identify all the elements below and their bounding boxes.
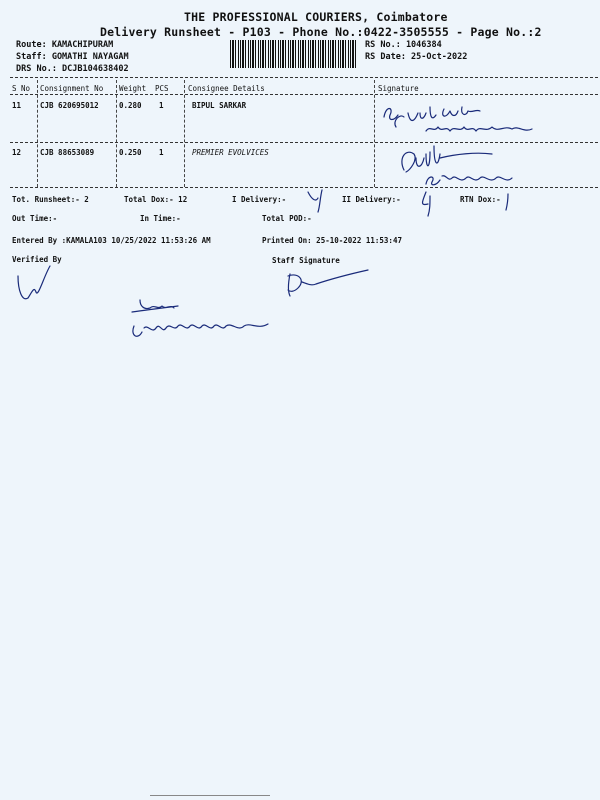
rs-date: RS Date: 25-Oct-2022 bbox=[365, 52, 468, 62]
handwritten-mark bbox=[418, 190, 438, 218]
total-dox: Total Dox:- 12 bbox=[124, 195, 188, 204]
total-runsheet: Tot. Runsheet:- 2 bbox=[12, 195, 89, 204]
col-sep bbox=[184, 80, 185, 187]
drs-number: DRS No.: DCJB104638402 bbox=[16, 64, 129, 74]
signature-bipul bbox=[380, 103, 540, 139]
row-pcs: 1 bbox=[159, 148, 164, 157]
table-top-rule bbox=[10, 77, 598, 78]
printed-on: Printed On: 25-10-2022 11:53:47 bbox=[262, 236, 402, 245]
staff-signature-mark bbox=[284, 266, 374, 300]
col-header-consignment: Consignment No bbox=[40, 84, 104, 93]
col-sep bbox=[116, 80, 117, 187]
runsheet-subtitle: Delivery Runsheet - P103 - Phone No.:0422-3505555 - Page No.:2 bbox=[100, 25, 542, 39]
handwritten-mark bbox=[306, 188, 330, 214]
row-consignee: BIPUL SARKAR bbox=[192, 101, 247, 110]
entered-by: Entered By :KAMALA103 10/25/2022 11:53:26 AM bbox=[12, 236, 211, 245]
header-rule bbox=[10, 94, 598, 95]
bottom-rule bbox=[150, 795, 270, 796]
col-header-weight: Weight bbox=[119, 84, 147, 93]
col-header-signature: Signature bbox=[378, 84, 419, 93]
row-consignment: CJB 88653089 bbox=[40, 148, 95, 157]
col-header-sno: S No bbox=[12, 84, 31, 93]
rtn-dox: RTN Dox:- bbox=[460, 195, 501, 204]
col-header-pcs: PCS bbox=[155, 84, 169, 93]
row-pcs: 1 bbox=[159, 101, 164, 110]
col-header-consignee: Consignee Details bbox=[188, 84, 265, 93]
verified-signature bbox=[14, 262, 54, 308]
rs-number: RS No.: 1046384 bbox=[365, 40, 442, 50]
handwritten-mark bbox=[502, 192, 514, 212]
row-sno: 12 bbox=[12, 148, 22, 157]
col-sep bbox=[374, 80, 375, 187]
first-delivery: I Delivery:- bbox=[232, 195, 287, 204]
second-delivery: II Delivery:- bbox=[342, 195, 401, 204]
row-consignee: PREMIER EVOLVICES bbox=[192, 148, 269, 157]
row-consignment: CJB 620695012 bbox=[40, 101, 99, 110]
handwritten-name bbox=[126, 296, 286, 344]
row-sno: 11 bbox=[12, 101, 22, 110]
signature-premier bbox=[396, 144, 556, 190]
row-weight: 0.280 bbox=[119, 101, 142, 110]
route-label: Route: KAMACHIPURAM bbox=[16, 40, 114, 50]
in-time: In Time:- bbox=[140, 214, 181, 223]
staff-signature: Staff Signature bbox=[272, 256, 340, 265]
col-sep bbox=[37, 80, 38, 187]
verified-by: Verified By bbox=[12, 255, 62, 264]
barcode bbox=[230, 40, 358, 68]
row-rule bbox=[10, 142, 598, 143]
total-pod: Total POD:- bbox=[262, 214, 312, 223]
out-time: Out Time:- bbox=[12, 214, 58, 223]
row-weight: 0.250 bbox=[119, 148, 142, 157]
company-title: THE PROFESSIONAL COURIERS, Coimbatore bbox=[184, 10, 448, 24]
staff-label: Staff: GOMATHI NAYAGAM bbox=[16, 52, 129, 62]
